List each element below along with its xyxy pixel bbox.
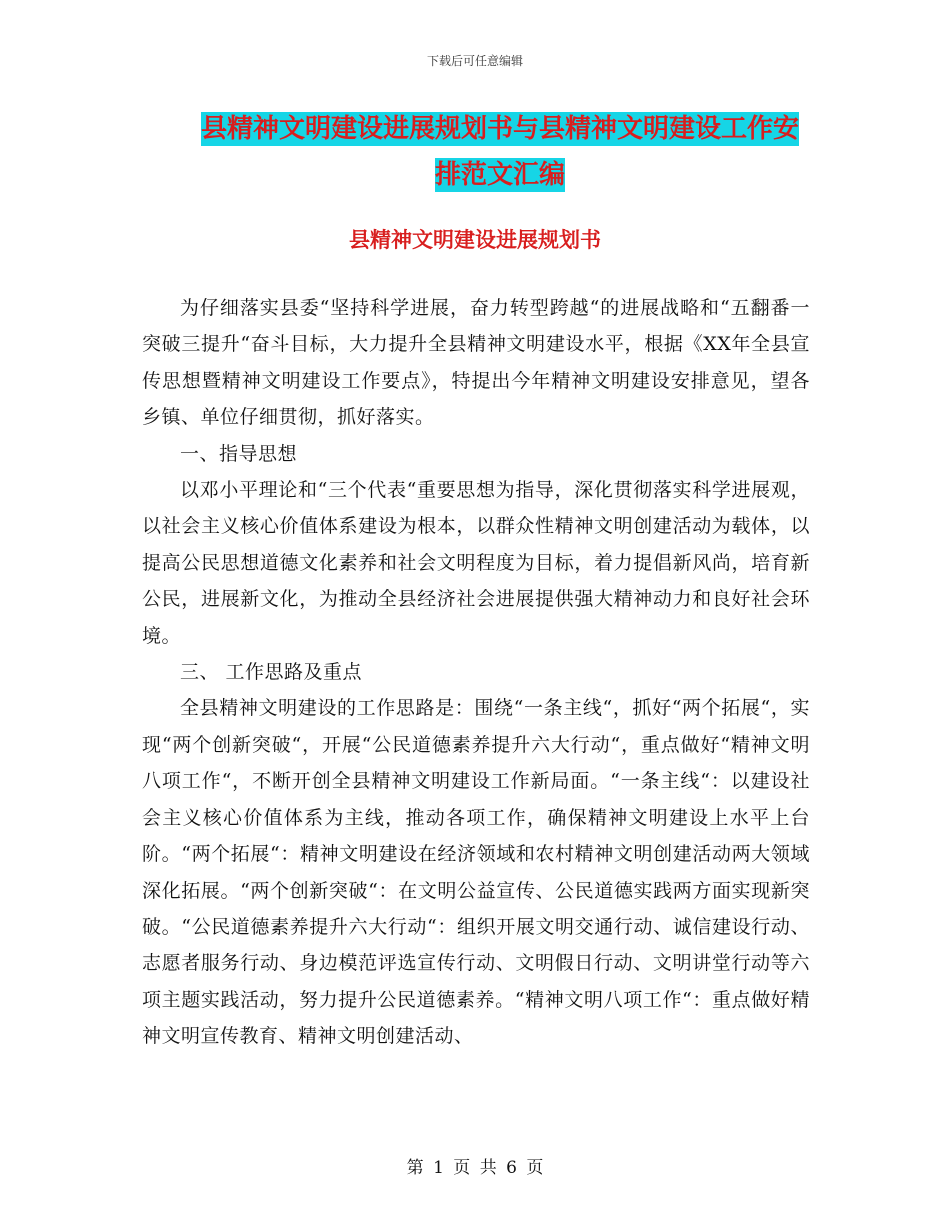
title-line-1: 县精神文明建设进展规划书与县精神文明建设工作安 [200,114,799,144]
heading-guiding-ideology: 一、指导思想 [180,442,298,465]
paragraph-intro: 为仔细落实县委“坚持科学进展，奋力转型跨越“的进展战略和“五翻番一突破三提升“奋斗目标，大力提升全县精神文明建设水平，根据《XX年全县宣传思想暨精神文明建设工作要点》，特提出今年精神文明建设安排意见，望各乡镇、单位仔细贯彻，抓好落实。 [142,297,810,429]
section-title: 县精神文明建设进展规划书 [349,228,601,252]
paragraph-guiding-ideology: 以邓小平理论和“三个代表“重要思想为指导，深化贯彻落实科学进展观，以社会主义核心价值体系建设为根本，以群众性精神文明创建活动为载体，以提高公民思想道德文化素养和社会文明程度为目标，着力提倡新风尚，培育新公民，进展新文化，为推动全县经济社会进展提供强大精神动力和良好社会环境。 [142,479,810,647]
paragraph-work-approach: 全县精神文明建设的工作思路是：围绕“一条主线“，抓好“两个拓展“，实现“两个创新突破“，开展“公民道德素养提升六大行动“，重点做好“精神文明八项工作“，不断开创全县精神文明建设工作新局面。“一条主线“：以建设社会主义核心价值体系为主线，推动各项工作，确保精神文明建设上水平上台阶。“两个拓展“：精神文明建设在经济领域和农村精神文明创建活动两大领域深化拓展。“两个创新突破“：在文明公益宣传、公民道德实践两方面实现新突破。“公民道德素养提升六大行动“：组织开展文明交通行动、诚信建设行动、志愿者服务行动、身边模范评选宣传行动、文明假日行动、文明讲堂行动等六项主题实践活动，努力提升公民道德素养。“精神文明八项工作“：重点做好精神文明宣传教育、精神文明创建活动、 [142,697,810,1048]
heading-work-approach: 三、 工作思路及重点 [180,661,363,684]
page-footer: 第 1 页 共 6 页 [406,1158,544,1178]
header-note: 下载后可任意编辑 [426,54,523,68]
document-title [150,106,850,198]
title-line-2: 排范文汇编 [434,160,565,190]
document-body [142,290,810,1055]
